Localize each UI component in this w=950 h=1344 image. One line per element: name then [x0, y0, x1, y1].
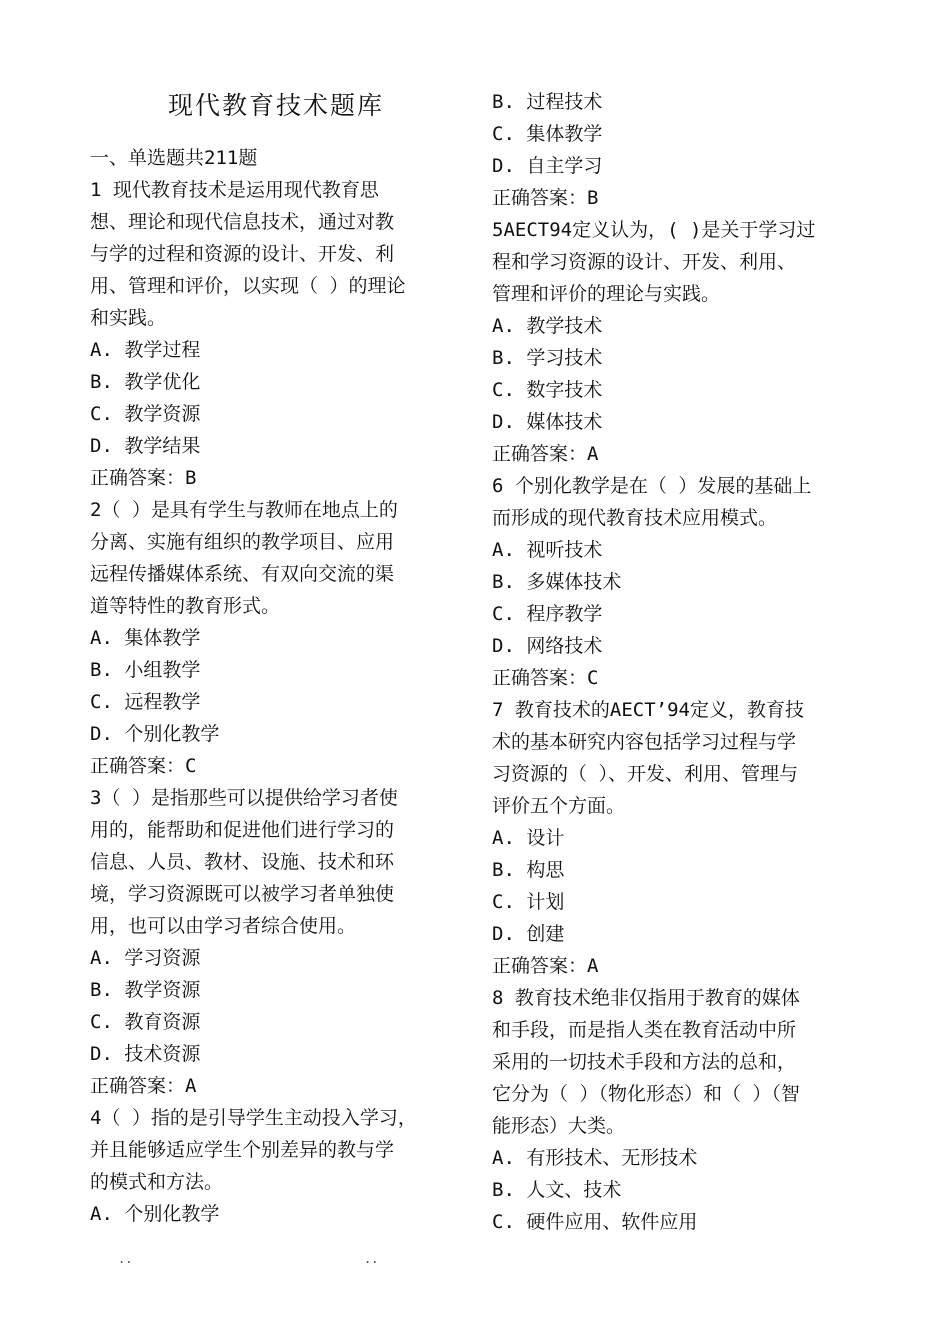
right-line: B. 学习技术: [492, 347, 603, 369]
right-line: 8 教育技术绝非仅指用于教育的媒体: [492, 987, 800, 1009]
right-line: C. 硬件应用、软件应用: [492, 1211, 698, 1233]
right-line: D. 创建: [492, 923, 565, 945]
left-line: 想、理论和现代信息技术，通过对教: [90, 211, 395, 233]
left-line: B. 教学优化: [90, 371, 201, 393]
left-line: 道等特性的教育形式。: [90, 595, 281, 617]
left-line: B. 教学资源: [90, 979, 201, 1001]
footer-mark-right: ..: [364, 1252, 379, 1266]
left-line: 1 现代教育技术是运用现代教育思: [90, 179, 379, 201]
right-line: 习资源的（ ）、开发、利用、管理与: [492, 763, 798, 785]
right-line: 7 教育技术的AECT’94定义，教育技: [492, 699, 804, 721]
left-line: 4（ ）指的是引导学生主动投入学习，: [90, 1107, 417, 1129]
right-line: A. 设计: [492, 827, 565, 849]
right-line: D. 自主学习: [492, 155, 603, 177]
left-line: 和实践。: [90, 307, 167, 329]
left-line: 分离、实施有组织的教学项目、应用: [90, 531, 395, 553]
left-line: A. 集体教学: [90, 627, 201, 649]
footer-mark-left: ..: [118, 1252, 133, 1266]
right-line: 6 个别化教学是在（ ）发展的基础上: [492, 475, 812, 497]
right-line: C. 数字技术: [492, 379, 603, 401]
left-line: 3（ ）是指那些可以提供给学习者使: [90, 787, 398, 809]
left-line: 境，学习资源既可以被学习者单独使: [90, 883, 395, 905]
left-line: 用的，能帮助和促进他们进行学习的: [90, 819, 395, 841]
right-line: 正确答案：A: [492, 443, 599, 465]
right-line: C. 计划: [492, 891, 565, 913]
right-line: 5AECT94定义认为，( )是关于学习过: [492, 219, 816, 241]
right-line: 正确答案：A: [492, 955, 599, 977]
right-line: 能形态）大类。: [492, 1115, 626, 1137]
document-title: 现代教育技术题库: [167, 91, 384, 120]
right-line: C. 程序教学: [492, 603, 603, 625]
right-line: D. 网络技术: [492, 635, 603, 657]
right-column: [492, 86, 864, 1238]
left-line: 远程传播媒体系统、有双向交流的渠: [90, 563, 395, 585]
right-line: 而形成的现代教育技术应用模式。: [492, 507, 778, 529]
left-line: 正确答案：B: [90, 467, 197, 489]
right-line: D. 媒体技术: [492, 411, 603, 433]
right-line: A. 教学技术: [492, 315, 603, 337]
left-line: B. 小组教学: [90, 659, 201, 681]
left-line: 用、管理和评价，以实现（ ）的理论: [90, 275, 406, 297]
left-line: D. 教学结果: [90, 435, 201, 457]
left-line: A. 学习资源: [90, 947, 201, 969]
right-line: 正确答案：C: [492, 667, 599, 689]
left-line: 正确答案：C: [90, 755, 197, 777]
left-line: D. 技术资源: [90, 1043, 201, 1065]
right-line: C. 集体教学: [492, 123, 603, 145]
left-line: 用，也可以由学习者综合使用。: [90, 915, 357, 937]
right-line: B. 人文、技术: [492, 1179, 622, 1201]
left-line: C. 教育资源: [90, 1011, 201, 1033]
left-line: 与学的过程和资源的设计、开发、利: [90, 243, 395, 265]
left-line: A. 教学过程: [90, 339, 201, 361]
right-line: 和手段，而是指人类在教育活动中所: [492, 1019, 797, 1041]
left-line: 信息、人员、教材、设施、技术和环: [90, 851, 395, 873]
right-line: 采用的一切技术手段和方法的总和，: [492, 1051, 797, 1073]
right-line: B. 过程技术: [492, 91, 603, 113]
left-column: [90, 174, 462, 1230]
right-line: 评价五个方面。: [492, 795, 626, 817]
left-line: C. 教学资源: [90, 403, 201, 425]
right-line: A. 有形技术、无形技术: [492, 1147, 698, 1169]
right-line: 管理和评价的理论与实践。: [492, 283, 721, 305]
left-line: 正确答案：A: [90, 1075, 197, 1097]
right-line: A. 视听技术: [492, 539, 603, 561]
right-line: 术的基本研究内容包括学习过程与学: [492, 731, 797, 753]
left-line: C. 远程教学: [90, 691, 201, 713]
left-line: 的模式和方法。: [90, 1171, 224, 1193]
right-line: B. 构思: [492, 859, 565, 881]
right-line: B. 多媒体技术: [492, 571, 622, 593]
right-line: 正确答案：B: [492, 187, 599, 209]
left-line: 2（ ）是具有学生与教师在地点上的: [90, 499, 398, 521]
left-line: D. 个别化教学: [90, 723, 220, 745]
section-heading: 一、单选题共211题: [90, 147, 258, 169]
left-line: 并且能够适应学生个别差异的教与学: [90, 1139, 395, 1161]
right-line: 它分为（ ）（物化形态）和（ ）（智: [492, 1083, 800, 1105]
left-line: A. 个别化教学: [90, 1203, 220, 1225]
right-line: 程和学习资源的设计、开发、利用、: [492, 251, 797, 273]
